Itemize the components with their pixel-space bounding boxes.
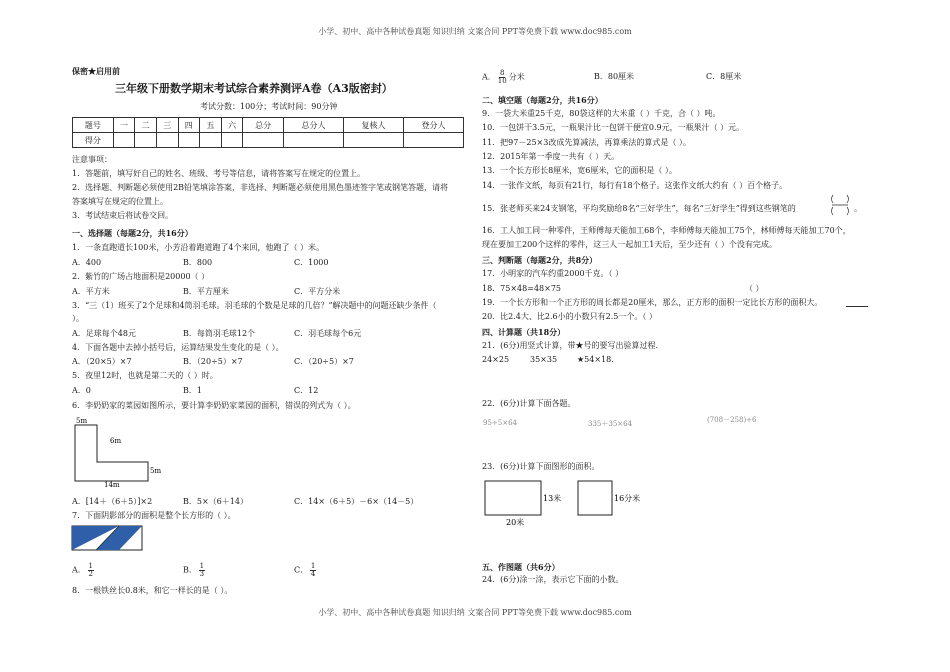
score-input-cell[interactable] xyxy=(284,133,344,148)
garden-label-inner: 6m xyxy=(110,437,122,445)
q7-option-a[interactable] xyxy=(72,563,96,578)
q8-option-a[interactable] xyxy=(482,70,525,85)
q3-option-c[interactable]: C．羽毛球每个6元 xyxy=(294,329,362,338)
q21-item: 24×25 xyxy=(482,355,510,364)
question-20: 20．比2.4大、比2.6小的小数只有2.5一个。（ ） xyxy=(482,312,657,321)
rectangle-width-label: 13米 xyxy=(543,494,562,503)
denominator: 2 xyxy=(88,570,94,578)
section-calc-title: 四、计算题（共18分） xyxy=(482,327,566,337)
bracket-bottom xyxy=(832,207,849,215)
q3-option-b[interactable]: B．每筒羽毛球12个 xyxy=(183,329,256,338)
score-table-cell: 三 xyxy=(156,118,178,133)
q18-answer-blank[interactable]: （ ） xyxy=(745,284,764,293)
garden-label-top: 5m xyxy=(76,417,88,425)
question-4: 4．下面各题中去掉小括号后，运算结果发生变化的是（ ）。 xyxy=(72,343,284,352)
q2-option-a[interactable]: A．平方米 xyxy=(72,287,110,296)
numerator: 8 xyxy=(500,69,505,77)
q15-end-mark: 。 xyxy=(854,204,862,213)
exam-title: 三年级下册数学期末考试综合素养测评A卷（A3版密封） xyxy=(115,82,393,95)
q15-fraction-blank[interactable] xyxy=(828,193,852,217)
score-input-cell[interactable] xyxy=(113,133,135,148)
q4-option-c[interactable]: C．（20÷5）×7 xyxy=(294,357,354,366)
question-17: 17．小明家的汽车约重2000千克。（ ） xyxy=(482,269,624,278)
page-footer: 小学、初中、高中各种试卷真题 知识归纳 文案合同 PPT等免费下载 www.doc985.com xyxy=(318,608,632,617)
score-table-cell: 一 xyxy=(113,118,135,133)
exam-info: 考试分数：100分；考试时间：90分钟 xyxy=(200,102,338,111)
q8-option-b[interactable]: B．80厘米 xyxy=(594,72,635,81)
square-side-label: 16分米 xyxy=(614,494,641,503)
question-3-cont: ）。 xyxy=(72,314,84,323)
q22-item: 335＋35×64 xyxy=(588,420,633,428)
section-judge-title: 三、判断题（每题2分，共8分） xyxy=(482,255,598,265)
score-table-cell: 总分人 xyxy=(284,118,344,133)
score-input-cell[interactable] xyxy=(343,133,403,148)
garden-figure xyxy=(70,415,170,487)
question-5: 5．夜里12时，也就是第二天的（ ）时。 xyxy=(72,371,218,380)
q5-option-a[interactable]: A．0 xyxy=(72,386,91,395)
q2-option-c[interactable]: C．平方分米 xyxy=(294,287,341,296)
denominator: 10 xyxy=(497,77,507,85)
q22-item: (708－258)÷6 xyxy=(707,416,757,424)
score-table-cell: 六 xyxy=(221,118,243,133)
q1-option-b[interactable]: B．800 xyxy=(183,258,213,267)
square-shape xyxy=(578,481,612,515)
garden-outline xyxy=(75,425,148,481)
q2-option-b[interactable]: B．平方厘米 xyxy=(183,287,229,296)
q8-option-c[interactable]: C．8厘米 xyxy=(706,72,742,81)
q6-option-c[interactable]: C．14×（6＋5）－6×（14－5） xyxy=(294,497,419,506)
bracket-top xyxy=(832,195,849,203)
question-6: 6．李奶奶家的菜园如图所示，要计算李奶奶家菜园的面积，错误的列式为（ ）。 xyxy=(72,401,356,410)
note-item: 2．选择题、判断题必须使用2B铅笔填涂答案，非选择、判断题必须使用黑色墨迹签字笔或钢笔答题，请将 xyxy=(72,183,449,192)
q3-option-a[interactable]: A．足球每个48元 xyxy=(72,329,136,338)
q7-option-a-label: A． xyxy=(72,565,86,575)
question-7: 7．下面阴影部分的面积是整个长方形的（ ）。 xyxy=(72,511,236,520)
fraction-one-third xyxy=(199,563,205,578)
question-23: 23．(6分)计算下面图形的面积。 xyxy=(482,462,600,471)
shaded-rectangle-figure xyxy=(71,525,145,553)
question-22: 22．(6分)计算下面各题。 xyxy=(482,399,576,408)
q4-option-a[interactable]: A．（20×5）×7 xyxy=(72,357,132,366)
q1-option-c[interactable]: C．1000 xyxy=(294,258,329,267)
question-15: 15．张老师买来24支钢笔，平均奖励给8名“三好学生”，每名“三好学生”得到这些钢笔的 xyxy=(482,204,796,213)
score-input-cell[interactable] xyxy=(200,133,222,148)
q7-option-b-label: B． xyxy=(183,565,197,575)
fraction-one-quarter xyxy=(310,563,316,578)
numerator: 1 xyxy=(199,562,205,570)
q6-option-a[interactable]: A．[14＋（6＋5）]×2 xyxy=(72,497,153,506)
q8-option-a-unit: 分米 xyxy=(508,72,525,82)
denominator: 3 xyxy=(199,570,205,578)
question-9: 9．一袋大米重25千克，80袋这样的大米重（ ）千克，合（ ）吨。 xyxy=(482,109,721,118)
garden-label-bottom: 14m xyxy=(104,481,120,487)
q4-option-b[interactable]: B．（20÷5）×7 xyxy=(183,357,243,366)
question-10: 10．一包饼干3.5元，一瓶果汁比一包饼干便宜0.9元，一瓶果汁（ ）元。 xyxy=(482,123,745,132)
question-1: 1．一条直跑道长100米，小芳沿着跑道跑了4个来回，他跑了（ ）米。 xyxy=(72,243,324,252)
question-24: 24．(6分)涂一涂，表示它下面的小数。 xyxy=(482,575,624,584)
question-2: 2．紫竹的广场占地面积是20000（ ） xyxy=(72,272,210,281)
q7-option-b[interactable] xyxy=(183,563,207,578)
question-11: 11．把97－25×3改成先算减法，再算乘法的算式是（ ）。 xyxy=(482,138,691,147)
score-table-cell: 总分 xyxy=(243,118,284,133)
q22-item: 95÷5×64 xyxy=(483,419,517,427)
question-8: 8．一根铁丝长0.8米，和它一样长的是（ ）。 xyxy=(72,586,233,595)
confidential-label: 保密★启用前 xyxy=(72,66,120,76)
question-12: 12．2015年第一季度一共有（ ）天。 xyxy=(482,152,620,161)
q8-option-a-label: A． xyxy=(482,72,496,82)
question-18: 18．75×48=48×75 xyxy=(482,284,562,293)
note-item: 3．考试结束后将试卷交回。 xyxy=(72,211,174,220)
rectangle-length-label: 20米 xyxy=(506,518,525,527)
score-table-cell: 四 xyxy=(178,118,200,133)
score-input-cell[interactable] xyxy=(403,133,463,148)
score-input-cell[interactable] xyxy=(156,133,178,148)
section-choice-title: 一、选择题（每题2分，共16分） xyxy=(72,228,193,238)
score-input-cell[interactable] xyxy=(135,133,157,148)
score-table-cell: 二 xyxy=(135,118,157,133)
score-input-cell[interactable] xyxy=(178,133,200,148)
q5-option-c[interactable]: C．12 xyxy=(294,386,319,395)
question-13: 13．一个长方形长8厘米，宽6厘米，它的面积是（ ）。 xyxy=(482,166,677,175)
question-19: 19．一个长方形和一个正方形的周长都是20厘米，那么，正方形的面积一定比长方形的面积大。 xyxy=(482,298,823,307)
numerator: 1 xyxy=(310,562,316,570)
page-header: 小学、初中、高中各种试卷真题 知识归纳 文案合同 PPT等免费下载 www.doc985.com xyxy=(318,27,632,36)
score-input-cell[interactable] xyxy=(221,133,243,148)
score-input-cell[interactable] xyxy=(243,133,284,148)
q19-answer-blank[interactable] xyxy=(846,306,868,307)
score-table-header-row xyxy=(73,118,464,133)
score-table-cell: 登分人 xyxy=(403,118,463,133)
q7-option-c[interactable] xyxy=(294,563,318,578)
q6-option-b[interactable]: B．5×（6＋14） xyxy=(183,497,248,506)
question-16-cont: 现在要加工200个这样的零件，这三人一起加工1天后，至少还有（ ）个没有完成。 xyxy=(482,240,777,249)
fraction-one-half xyxy=(88,563,94,578)
question-3: 3．“三（1）班买了2个足球和4筒羽毛球。羽毛球的个数是足球的几倍？”解决题中的问题还缺少条件（ xyxy=(72,301,437,310)
score-table-score-row xyxy=(73,133,464,148)
score-table-cell: 题号 xyxy=(73,118,114,133)
q21-item: ★54×18. xyxy=(577,355,614,364)
score-table-cell: 五 xyxy=(200,118,222,133)
denominator: 4 xyxy=(310,570,316,578)
q23-shapes-figure xyxy=(480,479,670,529)
score-row-label: 得分 xyxy=(73,133,114,148)
question-16: 16．工人加工同一种零件，王师傅每天能加工68个，李师傅每天能加工75个，林师傅每天能加工70个， xyxy=(482,226,851,235)
note-item: 答案填写在规定的位置上。 xyxy=(72,197,168,206)
question-14: 14．一张作文纸，每页有21行，每行有18个格子。这张作文纸大约有（ ）百个格子。 xyxy=(482,181,788,190)
section-draw-title: 五、作图题（共6分） xyxy=(482,562,560,572)
numerator: 1 xyxy=(88,562,94,570)
fraction-eight-tenths xyxy=(498,70,507,85)
note-item: 1．答题前，填写好自己的姓名、班级、考号等信息，请将答案写在规定的位置上。 xyxy=(72,169,366,178)
garden-label-right: 5m xyxy=(150,467,162,475)
section-fill-title: 二、填空题（每题2分，共16分） xyxy=(482,95,603,105)
q5-option-b[interactable]: B．1 xyxy=(183,386,202,395)
q21-item: 35×35 xyxy=(530,355,558,364)
q1-option-a[interactable]: A．400 xyxy=(72,258,102,267)
score-table-cell: 复核人 xyxy=(343,118,403,133)
score-table xyxy=(72,117,464,148)
question-21: 21．(6分)用竖式计算，带★号的要写出验算过程． xyxy=(482,341,664,350)
q7-option-c-label: C． xyxy=(294,565,309,575)
rectangle-shape xyxy=(485,481,541,515)
notes-title: 注意事项： xyxy=(72,155,112,164)
